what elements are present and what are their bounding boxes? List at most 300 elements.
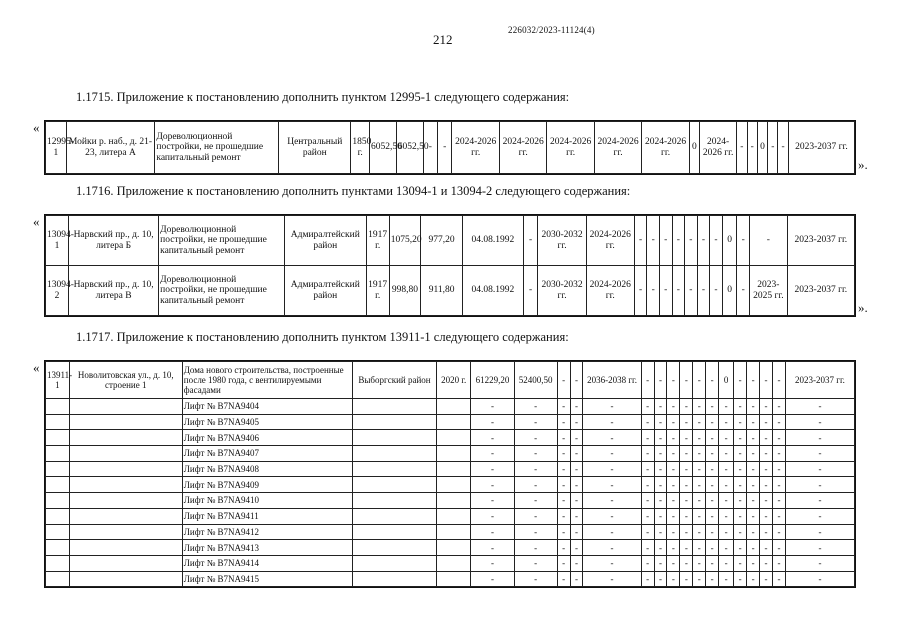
table-cell: -	[514, 477, 557, 493]
table-cell: -	[514, 508, 557, 524]
table-cell	[46, 524, 70, 540]
table-cell: 2024-2026 гг.	[700, 122, 737, 174]
lift-name-cell: Лифт № В7NA9415	[182, 571, 352, 587]
table-cell: -	[647, 216, 660, 266]
document-number: 226032/2023-11124(4)	[508, 25, 595, 35]
table-cell	[352, 493, 436, 509]
table-cell: -	[583, 571, 641, 587]
table-cell: 2024-2026 гг.	[594, 122, 641, 174]
table-cell: -	[667, 477, 680, 493]
table-cell: -	[719, 555, 734, 571]
table-cell: -	[557, 524, 570, 540]
table-cell: -	[583, 446, 641, 462]
table-cell: -	[570, 555, 583, 571]
table-row	[46, 266, 855, 316]
table-cell: -	[557, 477, 570, 493]
table-cell: -	[557, 571, 570, 587]
table-cell: -	[680, 430, 693, 446]
table-cell: -	[760, 461, 773, 477]
table-cell: -	[557, 446, 570, 462]
table-cell: -	[693, 399, 706, 415]
table-cell: 52400,50	[514, 362, 557, 399]
table-cell	[352, 414, 436, 430]
table-cell: -	[785, 540, 854, 556]
table-cell	[352, 508, 436, 524]
table-cell	[436, 555, 470, 571]
table-cell: -	[719, 461, 734, 477]
table-cell: -	[734, 430, 747, 446]
table-cell: -	[747, 430, 760, 446]
table-cell	[436, 571, 470, 587]
table-cell: -	[641, 493, 654, 509]
table-cell: -	[706, 414, 719, 430]
table-cell: -	[514, 540, 557, 556]
table-cell: -	[680, 414, 693, 430]
table-cell: -	[570, 362, 583, 399]
table-cell: -	[747, 540, 760, 556]
table-cell: -	[693, 555, 706, 571]
table-cell: -	[747, 399, 760, 415]
table-cell	[352, 477, 436, 493]
table-cell: -	[659, 266, 672, 316]
table-cell: Новолитовская ул., д. 10, строение 1	[69, 362, 182, 399]
table-cell: -	[760, 555, 773, 571]
table-cell: -	[514, 461, 557, 477]
lift-name-cell: Лифт № В7NA9408	[182, 461, 352, 477]
table-cell	[352, 524, 436, 540]
table-cell: -	[693, 362, 706, 399]
table-cell: Дореволюционной постройки, не прошедшие капитальный ремонт	[159, 266, 285, 316]
table-cell: -	[772, 493, 785, 509]
table-cell: -	[693, 508, 706, 524]
table-row	[46, 461, 855, 477]
table-cell: -	[583, 555, 641, 571]
table-cell	[352, 461, 436, 477]
table-cell: -	[557, 508, 570, 524]
table-cell: 1917 г.	[366, 216, 389, 266]
table-cell: -	[760, 571, 773, 587]
table-cell: -	[710, 266, 723, 316]
table-cell: -	[514, 414, 557, 430]
table-cell: -	[706, 362, 719, 399]
table-cell: -	[768, 122, 778, 174]
table-cell: -	[570, 508, 583, 524]
table-cell: 0	[719, 362, 734, 399]
table-cell: -	[706, 477, 719, 493]
table-row	[46, 399, 855, 415]
table-cell: -	[570, 477, 583, 493]
table-cell: -	[747, 571, 760, 587]
table-cell: -	[772, 461, 785, 477]
table-cell: 2030-2032 гг.	[538, 266, 586, 316]
table-cell: -	[706, 461, 719, 477]
table-cell: -	[641, 399, 654, 415]
table-cell: -	[680, 461, 693, 477]
table-1716	[45, 215, 855, 316]
table-cell: -	[706, 399, 719, 415]
table-cell: -	[734, 362, 747, 399]
table-cell: -	[570, 571, 583, 587]
table-cell: -	[680, 399, 693, 415]
table-cell: -	[471, 446, 514, 462]
table-row	[46, 540, 855, 556]
table-cell: -	[557, 555, 570, 571]
table-cell: -	[760, 493, 773, 509]
table-cell: 2024-2026 гг.	[547, 122, 594, 174]
table-cell: -	[693, 540, 706, 556]
table-cell: -	[641, 477, 654, 493]
table-cell	[69, 461, 182, 477]
table-cell: 2036-2038 гг.	[583, 362, 641, 399]
table-cell: 2024-2026 гг.	[586, 266, 634, 316]
table-cell: -	[570, 461, 583, 477]
table-cell: -	[706, 540, 719, 556]
table-cell: -	[557, 414, 570, 430]
table-cell: -	[557, 461, 570, 477]
table-cell: -	[747, 461, 760, 477]
table-cell: 0	[757, 122, 767, 174]
table-cell: -	[719, 414, 734, 430]
table-cell: -	[706, 446, 719, 462]
table-cell: -	[680, 540, 693, 556]
table-cell: -	[706, 524, 719, 540]
table-cell: -	[654, 414, 667, 430]
table-cell: -	[654, 477, 667, 493]
table-cell: -	[697, 266, 710, 316]
table-cell: -	[785, 399, 854, 415]
table-cell: -	[693, 477, 706, 493]
table-cell: -	[772, 508, 785, 524]
table-cell: -	[760, 362, 773, 399]
table-cell: Дореволюционной постройки, не прошедшие капитальный ремонт	[159, 216, 285, 266]
table-cell: -	[641, 430, 654, 446]
table-cell: 2023-2037 гг.	[787, 216, 854, 266]
table-cell: -	[659, 216, 672, 266]
table-cell: -	[570, 524, 583, 540]
table-cell: -	[734, 414, 747, 430]
table-cell: Адмиралтейский район	[284, 266, 366, 316]
table-cell: -	[719, 477, 734, 493]
table-cell	[69, 477, 182, 493]
table-cell: -	[667, 430, 680, 446]
table-cell: -	[680, 555, 693, 571]
table-cell: 61229,20	[471, 362, 514, 399]
table-cell: -	[785, 571, 854, 587]
table-cell	[69, 571, 182, 587]
table-cell: -	[734, 493, 747, 509]
table-cell: Выборгский район	[352, 362, 436, 399]
table-cell: -	[583, 430, 641, 446]
table-cell: -	[471, 555, 514, 571]
table-cell: 12995-1	[46, 122, 67, 174]
table-cell	[46, 493, 70, 509]
table-cell: -	[680, 477, 693, 493]
table-cell	[436, 540, 470, 556]
table-cell: -	[667, 362, 680, 399]
table-cell	[436, 477, 470, 493]
table-cell	[69, 508, 182, 524]
table-cell: 0	[689, 122, 699, 174]
table-cell: -	[570, 446, 583, 462]
table-cell: -	[734, 399, 747, 415]
table-cell: -	[667, 524, 680, 540]
table-cell	[46, 555, 70, 571]
table-cell: -	[438, 122, 452, 174]
table-cell: -	[641, 508, 654, 524]
table-row	[46, 446, 855, 462]
table-row	[46, 524, 855, 540]
table-cell: -	[772, 414, 785, 430]
table-cell: 2024-2026 гг.	[586, 216, 634, 266]
table-cell: Мойки р. наб., д. 21-23, литера А	[66, 122, 155, 174]
table-cell: -	[641, 555, 654, 571]
table-cell: -	[583, 524, 641, 540]
table-cell: -	[667, 555, 680, 571]
table-cell	[69, 414, 182, 430]
table-row	[46, 493, 855, 509]
table-cell: 2023-2037 гг.	[787, 266, 854, 316]
table-cell: 13911-1	[46, 362, 70, 399]
lift-name-cell: Лифт № В7NA9405	[182, 414, 352, 430]
table-cell: -	[514, 446, 557, 462]
quote-open-1715: «	[33, 120, 40, 135]
table-cell: -	[747, 524, 760, 540]
table-cell: -	[706, 555, 719, 571]
table-cell: -	[570, 430, 583, 446]
quote-close-1716: ».	[858, 300, 868, 315]
table-cell: -	[693, 430, 706, 446]
table-cell: Дома нового строительства, построенные после 1980 года, с вентилируемыми фасадами	[182, 362, 352, 399]
table-cell: -	[654, 362, 667, 399]
quote-open-1717: «	[33, 360, 40, 375]
table-cell: -	[523, 266, 538, 316]
lift-name-cell: Лифт № В7NA9414	[182, 555, 352, 571]
table-cell: -	[747, 555, 760, 571]
table-cell: -	[772, 540, 785, 556]
table-cell: -	[641, 414, 654, 430]
table-row	[46, 508, 855, 524]
lift-name-cell: Лифт № В7NA9406	[182, 430, 352, 446]
table-cell: -	[514, 493, 557, 509]
table-row	[46, 430, 855, 446]
table-cell: -	[772, 399, 785, 415]
table-cell: -	[693, 524, 706, 540]
table-cell: -	[672, 216, 685, 266]
table-cell: -	[471, 540, 514, 556]
table-cell	[46, 399, 70, 415]
table-cell	[436, 430, 470, 446]
table-cell	[69, 540, 182, 556]
table-cell	[46, 414, 70, 430]
table-cell: -	[634, 216, 647, 266]
table-cell: -	[747, 508, 760, 524]
table-cell: -	[685, 216, 698, 266]
table-cell	[436, 524, 470, 540]
table-cell: -	[734, 508, 747, 524]
table-cell	[436, 446, 470, 462]
table-cell: -	[583, 540, 641, 556]
table-cell	[69, 555, 182, 571]
table-cell: -	[760, 414, 773, 430]
table-cell: -	[772, 446, 785, 462]
table-cell: -	[570, 414, 583, 430]
table-cell: -	[471, 414, 514, 430]
table-cell: -	[760, 430, 773, 446]
table-cell: -	[719, 430, 734, 446]
lift-name-cell: Лифт № В7NA9410	[182, 493, 352, 509]
table-cell: -	[570, 540, 583, 556]
table-cell: Нарвский пр., д. 10, литера В	[69, 266, 159, 316]
table-cell: 2024-2026 гг.	[642, 122, 689, 174]
page-number: 212	[433, 32, 453, 47]
table-cell: -	[693, 493, 706, 509]
table-cell: Центральный район	[279, 122, 351, 174]
table-cell	[436, 508, 470, 524]
table-cell: -	[667, 540, 680, 556]
table-cell	[69, 524, 182, 540]
table-cell	[436, 461, 470, 477]
table-cell: -	[667, 414, 680, 430]
table-cell	[46, 571, 70, 587]
table-cell: -	[747, 362, 760, 399]
table-cell: -	[737, 122, 747, 174]
table-cell: -	[654, 430, 667, 446]
table-cell: -	[583, 461, 641, 477]
table-cell: -	[471, 430, 514, 446]
table-cell: -	[693, 571, 706, 587]
table-cell: -	[634, 266, 647, 316]
table-row	[46, 362, 855, 399]
table-cell	[46, 477, 70, 493]
table-cell: -	[654, 508, 667, 524]
table-cell: -	[693, 461, 706, 477]
table-cell: -	[583, 477, 641, 493]
table-cell: -	[667, 461, 680, 477]
table-cell: -	[772, 555, 785, 571]
table-cell	[352, 446, 436, 462]
table-cell	[46, 446, 70, 462]
table-cell: -	[667, 571, 680, 587]
table-cell: 2024-2026 гг.	[499, 122, 546, 174]
table-cell: 6052,50	[396, 122, 423, 174]
table-1715	[45, 121, 855, 174]
table-cell: -	[514, 524, 557, 540]
table-row	[46, 216, 855, 266]
table-cell: -	[583, 414, 641, 430]
table-cell: -	[719, 399, 734, 415]
table-cell: -	[772, 362, 785, 399]
table-cell	[46, 430, 70, 446]
table-cell: -	[672, 266, 685, 316]
table-cell: -	[641, 540, 654, 556]
table-cell	[46, 540, 70, 556]
table-cell: -	[680, 571, 693, 587]
lift-name-cell: Лифт № В7NA9409	[182, 477, 352, 493]
quote-open-1716: «	[33, 214, 40, 229]
table-row	[46, 571, 855, 587]
table-cell: -	[680, 493, 693, 509]
table-cell: -	[471, 571, 514, 587]
table-cell: -	[706, 508, 719, 524]
table-cell: 1917 г.	[366, 266, 389, 316]
lift-name-cell: Лифт № В7NA9407	[182, 446, 352, 462]
table-cell: -	[693, 414, 706, 430]
table-cell	[69, 446, 182, 462]
table-cell	[46, 508, 70, 524]
table-cell: -	[750, 216, 788, 266]
table-cell: -	[772, 524, 785, 540]
table-cell: -	[557, 493, 570, 509]
table-cell: 2020 г.	[436, 362, 470, 399]
table-cell: 2030-2032 гг.	[538, 216, 586, 266]
table-cell: 977,20	[421, 216, 463, 266]
table-cell: -	[785, 555, 854, 571]
table-cell	[69, 399, 182, 415]
table-cell: -	[654, 555, 667, 571]
table-cell: -	[785, 446, 854, 462]
table-cell: -	[734, 477, 747, 493]
table-cell: 6052,50	[369, 122, 396, 174]
table-cell: -	[654, 524, 667, 540]
table-cell: -	[685, 266, 698, 316]
table-cell: -	[710, 216, 723, 266]
table-cell: 2024-2026 гг.	[452, 122, 499, 174]
table-cell: 0	[722, 266, 737, 316]
table-cell: -	[737, 266, 750, 316]
table-cell: -	[719, 493, 734, 509]
table-cell: -	[641, 446, 654, 462]
table-cell: -	[760, 399, 773, 415]
lift-name-cell: Лифт № В7NA9412	[182, 524, 352, 540]
table-cell: -	[760, 540, 773, 556]
table-cell: -	[719, 524, 734, 540]
table-cell: -	[706, 493, 719, 509]
table-cell: -	[680, 446, 693, 462]
table-cell: 2023-2037 гг.	[788, 122, 854, 174]
table-cell: -	[667, 399, 680, 415]
table-cell: -	[654, 540, 667, 556]
table-cell: -	[785, 508, 854, 524]
table-cell: -	[734, 524, 747, 540]
table-cell: 2023-2037 гг.	[785, 362, 854, 399]
table-cell: -	[734, 540, 747, 556]
table-cell: -	[747, 414, 760, 430]
quote-close-1715: ».	[858, 157, 868, 172]
table-cell: -	[734, 446, 747, 462]
table-cell: 0	[722, 216, 737, 266]
table-cell: 13094-1	[46, 216, 69, 266]
table-cell: -	[654, 446, 667, 462]
table-cell: -	[747, 446, 760, 462]
table-cell: -	[785, 461, 854, 477]
table-row	[46, 122, 855, 174]
lift-name-cell: Лифт № В7NA9411	[182, 508, 352, 524]
table-cell: -	[760, 508, 773, 524]
table-cell	[436, 493, 470, 509]
table-cell: -	[641, 461, 654, 477]
table-cell: -	[785, 430, 854, 446]
table-cell: -	[737, 216, 750, 266]
table-cell: -	[772, 477, 785, 493]
table-cell: 13094-2	[46, 266, 69, 316]
table-cell: -	[785, 493, 854, 509]
table-cell: -	[772, 571, 785, 587]
table-cell: 1850 г.	[351, 122, 370, 174]
table-row	[46, 555, 855, 571]
table-cell	[352, 399, 436, 415]
table-cell: -	[654, 399, 667, 415]
table-cell: -	[641, 362, 654, 399]
